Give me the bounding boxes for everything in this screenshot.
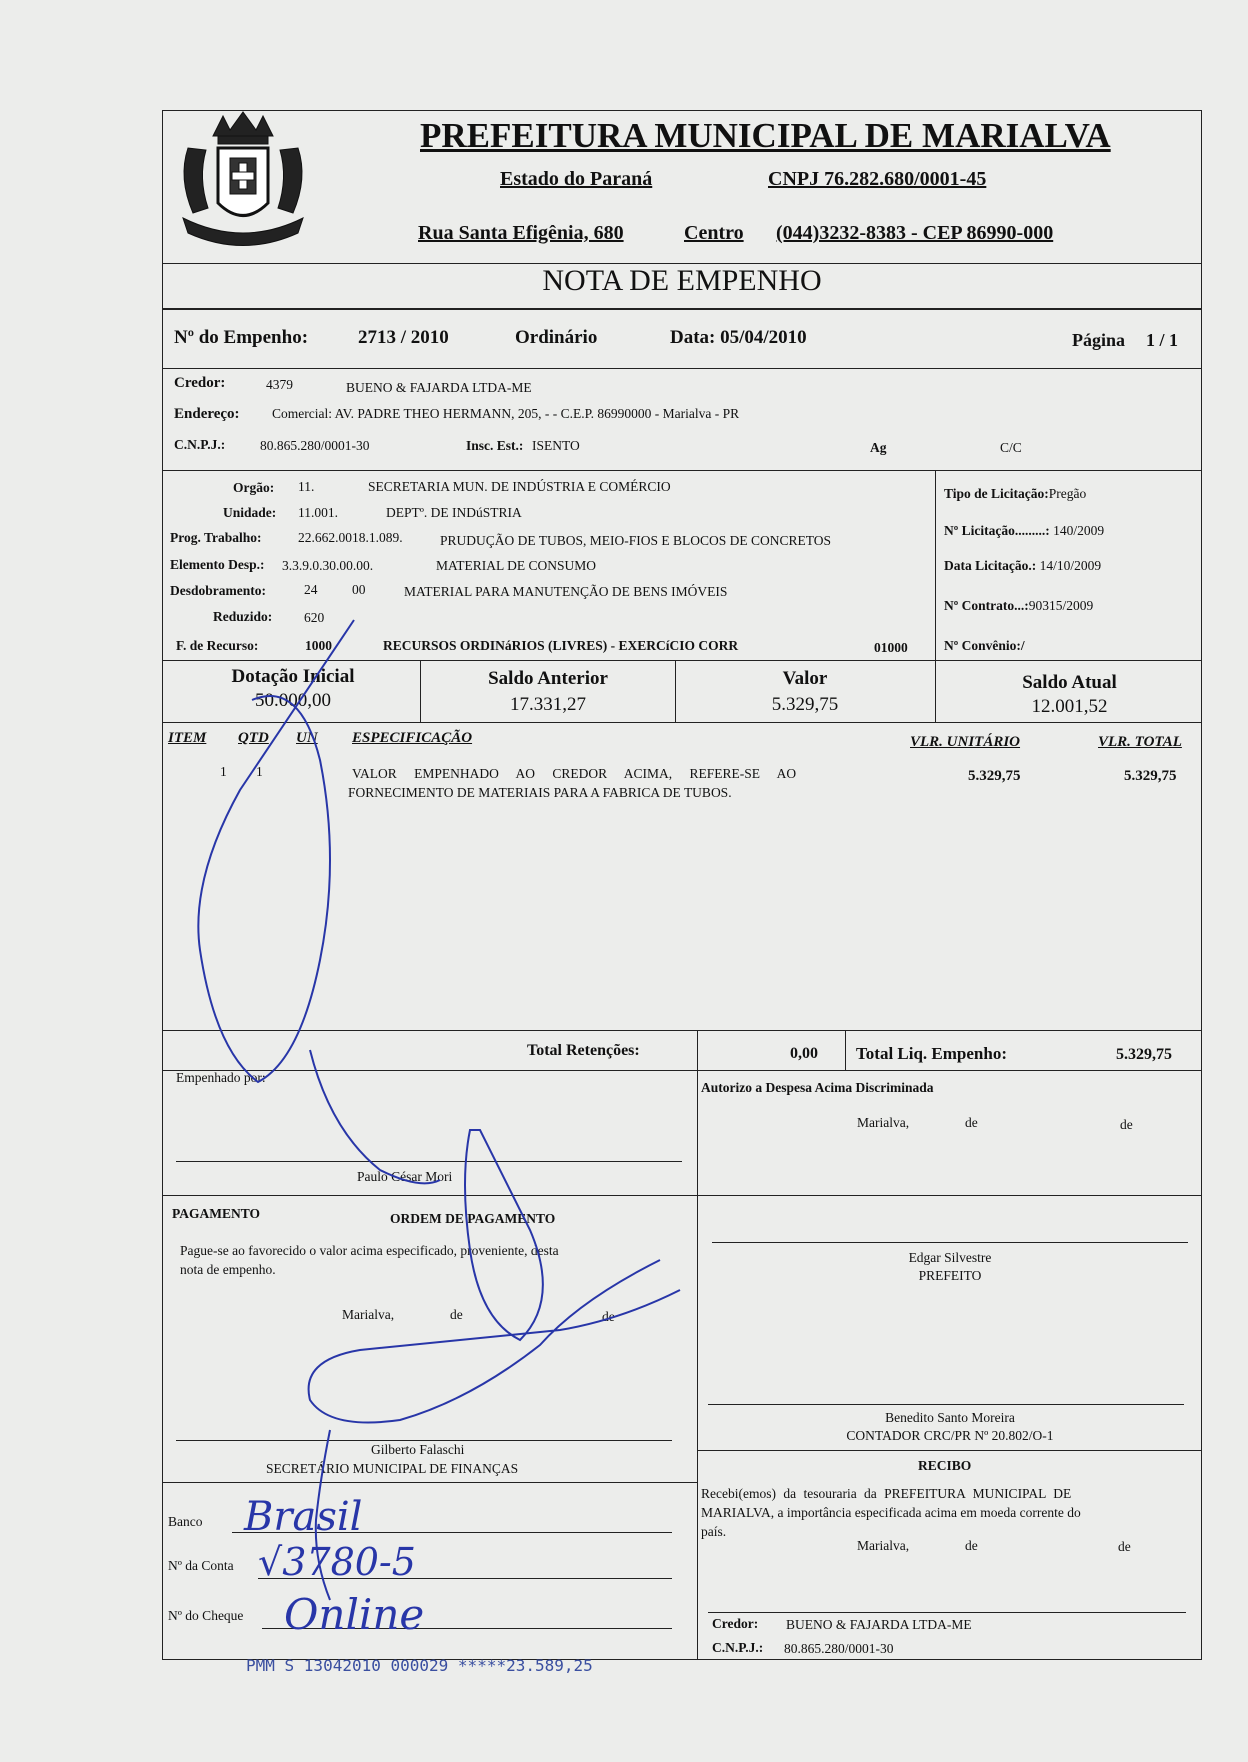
recurso-number: 01000 [874,640,908,655]
recibo-cnpj-label: C.N.P.J.: [712,1640,764,1655]
cnpj-text: CNPJ 76.282.680/0001-45 [768,168,987,190]
phone-cep-text: (044)3232-8383 - CEP 86990-000 [776,222,1054,244]
desdobramento-code: 24 [304,582,318,597]
state-text: Estado do Paraná [500,168,653,190]
pagamento-de2: de [602,1309,615,1324]
empenho-number: 2713 / 2010 [358,327,449,348]
divider [697,1070,698,1660]
convenio-label: Nº Convênio:/ [944,638,1025,653]
pagamento-city: Marialva, [342,1307,395,1322]
licitacao-date-value: 14/10/2009 [1039,558,1102,573]
retencoes-label: Total Retenções: [527,1042,640,1059]
un-col-header: UN [296,730,318,746]
pagamento-label: PAGAMENTO [172,1206,261,1221]
autorizo-de1: de [965,1115,978,1130]
address-label: Endereço: [174,406,240,422]
saldo-anterior-label: Saldo Anterior [488,668,608,689]
unidade-desc: DEPTº. DE INDúSTRIA [386,505,522,520]
secretario-role: SECRETÁRIO MUNICIPAL DE FINANÇAS [266,1461,519,1476]
pagamento-text-line2: nota de empenho. [180,1262,276,1277]
conta-label: Nº da Conta [168,1558,234,1573]
credor-label: Credor: [174,375,226,391]
total-col-header: VLR. TOTAL [1098,734,1182,750]
liq-empenho-value: 5.329,75 [1116,1046,1172,1063]
pagamento-text-line1: Pague-se ao favorecido o valor acima especificado, proveniente, desta [180,1243,559,1258]
reduzido-code: 620 [304,610,325,625]
prefeito-signer: Edgar Silvestre [908,1250,992,1265]
desdobramento-label: Desdobramento: [170,583,266,598]
orgao-label: Orgão: [233,480,275,495]
divider [420,660,421,722]
org-title: PREFEITURA MUNICIPAL DE MARIALVA [420,116,1111,155]
signature-line [712,1242,1188,1243]
recibo-de2: de [1118,1539,1131,1554]
contrato-value: 90315/2009 [1028,598,1094,613]
recibo-de1: de [965,1538,978,1553]
prog-code: 22.662.0018.1.089. [298,530,403,545]
recibo-credor-label: Credor: [712,1616,759,1631]
item-col-header: ITEM [168,730,207,746]
item-number: 1 [220,764,227,779]
liq-empenho-label: Total Liq. Empenho: [856,1044,1007,1063]
qtd-col-header: QTD [238,730,269,746]
divider [162,1195,1202,1196]
credor-address: Comercial: AV. PADRE THEO HERMANN, 205, - - C.E.P. 86990000 - Marialva - PR [272,406,740,421]
empenho-label: Nº do Empenho: [174,327,309,348]
recibo-cnpj-value: 80.865.280/0001-30 [784,1641,894,1656]
saldo-anterior-value: 17.331,27 [510,694,586,715]
cnpj-label: C.N.P.J.: [174,437,226,452]
orgao-code: 11. [298,479,315,494]
secretario-signer: Gilberto Falaschi [371,1442,465,1457]
retencoes-value: 0,00 [790,1045,818,1062]
divider [935,470,936,722]
recibo-text-line3: país. [701,1524,727,1539]
recurso-label: F. de Recurso: [176,638,259,653]
contrato-label-text: Nº Contrato...: [944,598,1029,613]
licitacao-type-label [944,486,1086,502]
recibo-text-line2: MARIALVA, a importância especificada acima em moeda corrente do [701,1505,1081,1520]
divider [675,660,676,722]
divider [162,1070,1202,1071]
page-label: Página [1072,330,1126,350]
desdobramento-sub: 00 [352,582,366,597]
contador-role: CONTADOR CRC/PR Nº 20.802/O-1 [846,1428,1054,1443]
empenhado-label: Empenhado por: [176,1070,266,1085]
licitacao-number-value: 140/2009 [1053,523,1105,538]
signature-line [708,1404,1184,1405]
prog-desc: PRUDUÇÃO DE TUBOS, MEIO-FIOS E BLOCOS DE CONCRETOS [440,533,832,548]
orgao-desc: SECRETARIA MUN. DE INDÚSTRIA E COMÉRCIO [368,479,671,494]
item-total-value: 5.329,75 [1124,768,1177,784]
signature-line [708,1612,1186,1613]
valor-value: 5.329,75 [771,694,839,715]
licitacao-type-value: Pregão [1048,486,1087,501]
valor-label: Valor [782,668,828,689]
reduzido-label: Reduzido: [213,609,273,624]
saldo-atual-value: 12.001,52 [1031,696,1108,717]
contrato-label [944,598,1093,614]
licitacao-date-label-text: Data Licitação.: [944,558,1037,573]
item-desc-line1: VALOR EMPENHADO AO CREDOR ACIMA, REFERE-SE AO [352,766,797,781]
unidade-label: Unidade: [223,505,277,520]
espec-col-header: ESPECIFICAÇÃO [352,730,473,746]
cheque-handwriting: Online [284,1590,425,1639]
divider [162,1030,1202,1031]
recibo-text-line1: Recebi(emos) da tesouraria da PREFEITURA MUNICIPAL DE [701,1486,1072,1501]
elemento-desc: MATERIAL DE CONSUMO [436,558,597,573]
prog-label: Prog. Trabalho: [170,530,262,545]
district-text: Centro [684,222,744,244]
dotacao-value: 50.000,00 [255,690,331,711]
cheque-label: Nº do Cheque [168,1608,244,1623]
recurso-desc: RECURSOS ORDINáRIOS (LIVRES) - EXERCíCIO CORR [383,638,739,653]
banco-handwriting: Brasil [244,1494,363,1540]
divider [697,1030,698,1070]
divider [162,368,1202,369]
address-text: Rua Santa Efigênia, 680 [418,222,624,244]
pagamento-de1: de [450,1307,463,1322]
contador-signer: Benedito Santo Moreira [885,1410,1015,1425]
licitacao-number-label [944,523,1104,539]
licitacao-date-label [944,558,1101,574]
item-unit-value: 5.329,75 [968,768,1021,784]
recibo-title: RECIBO [918,1458,972,1473]
coat-of-arms-icon [168,108,318,258]
conta-handwriting: √3780-5 [258,1540,416,1584]
divider [162,308,1202,310]
banco-label: Banco [168,1514,203,1529]
document-title: NOTA DE EMPENHO [542,264,822,297]
divider [162,1482,697,1483]
empenho-type: Ordinário [515,327,598,348]
divider [162,722,1202,723]
item-qtd: 1 [256,764,263,779]
unidade-code: 11.001. [298,505,338,520]
elemento-label: Elemento Desp.: [170,557,265,572]
desdobramento-desc: MATERIAL PARA MANUTENÇÃO DE BENS IMÓVEIS [404,584,728,599]
divider [162,660,1202,661]
saldo-atual-label: Saldo Atual [1022,672,1117,693]
recurso-code: 1000 [305,638,332,653]
credor-name: BUENO & FAJARDA LTDA-ME [346,380,532,395]
recibo-city: Marialva, [857,1538,910,1553]
credor-code: 4379 [266,377,293,392]
autorizo-city: Marialva, [857,1115,910,1130]
divider [162,470,1202,471]
bank-stamp: PMM S 13042010 000029 *****23.589,25 [246,1656,593,1675]
unit-col-header: VLR. UNITÁRIO [910,734,1021,750]
dotacao-label: Dotação Inicial [231,666,355,687]
insc-label: Insc. Est.: [466,438,524,453]
elemento-code: 3.3.9.0.30.00.00. [282,558,374,573]
cc-label: C/C [1000,440,1022,455]
prefeito-role: PREFEITO [918,1268,982,1283]
signature-line [176,1161,682,1162]
autorizo-label: Autorizo a Despesa Acima Discriminada [701,1080,934,1095]
credor-cnpj: 80.865.280/0001-30 [260,438,370,453]
licitacao-type-label-text: Tipo de Licitação: [944,486,1049,501]
licitacao-number-label-text: Nº Licitação.........: [944,523,1050,538]
autorizo-de2: de [1120,1117,1133,1132]
page-number: 1 / 1 [1146,330,1179,350]
insc-value: ISENTO [532,438,580,453]
divider [697,1450,1202,1451]
item-desc-line2: FORNECIMENTO DE MATERIAIS PARA A FABRICA DE TUBOS. [348,785,732,800]
signature-line [176,1440,672,1441]
empenhado-signer: Paulo César Mori [357,1169,453,1184]
ordem-pagamento-label: ORDEM DE PAGAMENTO [390,1211,556,1226]
ag-label: Ag [870,440,887,455]
recibo-credor-name: BUENO & FAJARDA LTDA-ME [786,1617,972,1632]
divider [845,1030,846,1070]
empenho-date: Data: 05/04/2010 [670,327,807,348]
